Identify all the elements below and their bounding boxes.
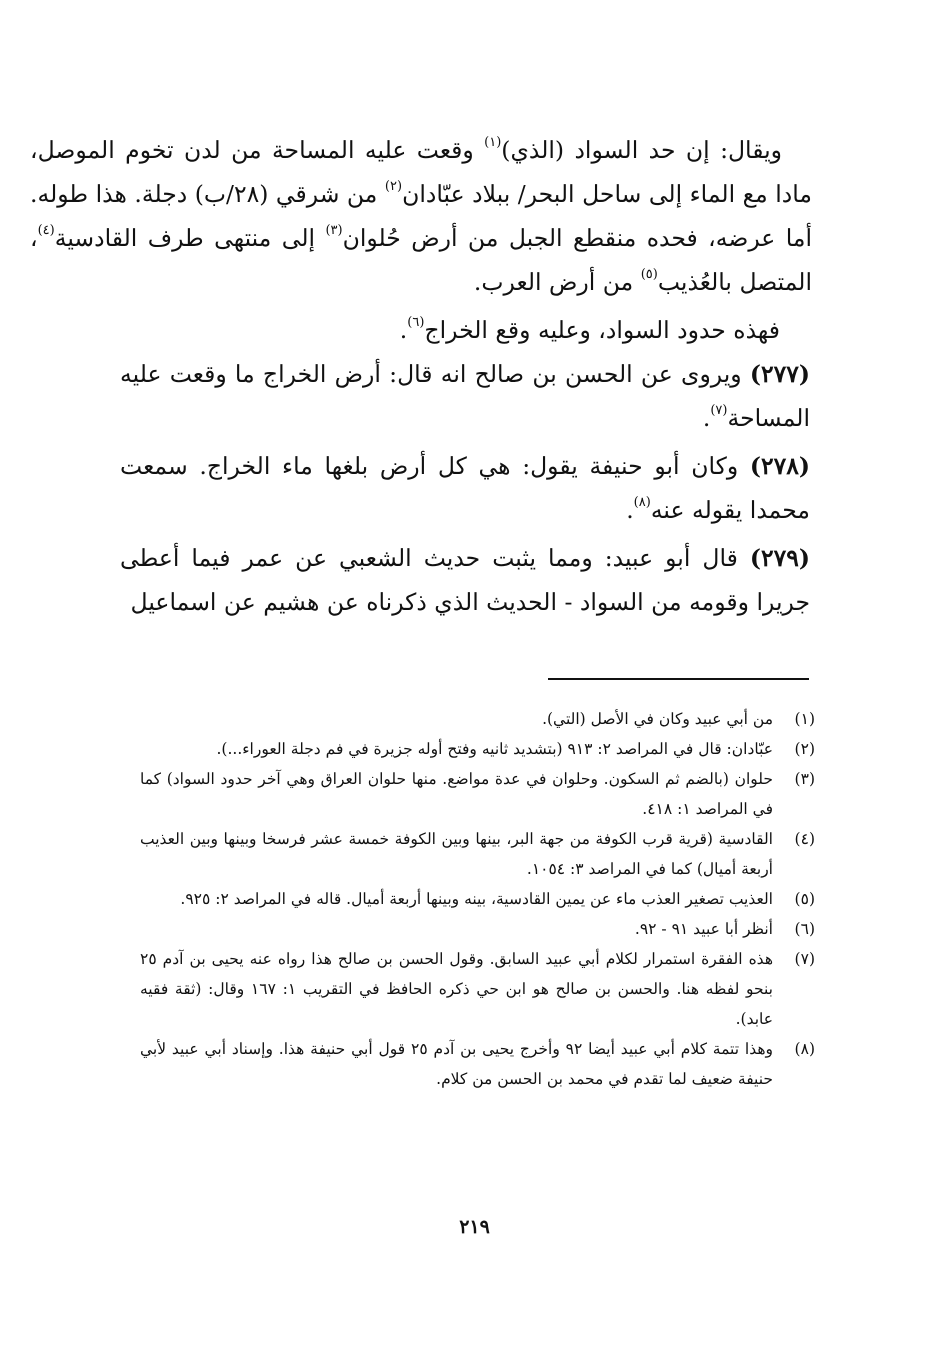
paragraph-279 (120, 536, 810, 624)
footnote (140, 884, 815, 914)
main-text (30, 128, 812, 624)
page-number: ٢١٩ (459, 1216, 490, 1238)
paragraph-278 (120, 444, 810, 532)
footnote (140, 914, 815, 944)
footnote-text: من أبي عبيد وكان في الأصل (التي). (542, 710, 773, 728)
footnote-ref[interactable]: (٢) (384, 179, 403, 194)
footnote (140, 764, 815, 824)
footnote-text: حلوان (بالضم ثم السكون. وحلوان في عدة مواضع. منها حلوان العراق وهي آخر حدود السواد) كما في المراصد ١: ٤١٨. (140, 770, 773, 818)
para-text: وكان أبو حنيفة يقول: هي كل أرض بلغها ماء الخراج. سمعت محمدا يقوله عنه (120, 452, 810, 524)
footnote (140, 704, 815, 734)
para-text: إلى منتهى طرف القادسية (54, 224, 326, 252)
footnote-text: وهذا تتمة كلام أبي عبيد أيضا ٩٢ وأخرج يحيى بن آدم ٢٥ قول أبي حنيفة هذا. وإسناد أبي عبيد لأبي حنيفة ضعيف لما تقدم في محمد بن الحسن من كلام. (140, 1040, 773, 1088)
para-text: ، المتصل بالعُذيب (30, 224, 812, 296)
footnote-number: (٥) (794, 890, 815, 908)
footnote-ref[interactable]: (٧) (710, 403, 728, 418)
para-text: من أرض العرب. (473, 268, 641, 296)
footnote-text: القادسية (قرية قرب الكوفة من جهة البر، بينها وبين الكوفة خمسة عشر فرسخا وبينها وبين العذيب أربعة أميال) كما في المراصد ٣: ١٠٥٤. (140, 830, 773, 878)
footnote-text: أنظر أبا عبيد ٩١ - ٩٢. (634, 920, 773, 938)
footnote-ref[interactable]: (١) (484, 135, 502, 150)
paragraph-kharaj (120, 308, 810, 352)
footnote-number: (٣) (794, 770, 815, 788)
para-text: ويروى عن الحسن بن صالح انه قال: أرض الخراج ما وقعت عليه المساحة (120, 360, 810, 432)
footnote (140, 944, 815, 1034)
footnote (140, 734, 815, 764)
footnote-ref[interactable]: (٨) (633, 495, 651, 510)
footnote-number: (٦) (794, 920, 815, 938)
footnote-ref[interactable]: (٥) (640, 267, 658, 282)
footnote-number: (٤) (794, 830, 815, 848)
para-text: قال أبو عبيد: ومما يثبت حديث الشعبي عن عمر فيما أعطى جريرا وقومه من السواد - الحديث الذي ذكرناه عن هشيم عن اسماعيل (120, 544, 810, 616)
footnote-ref[interactable]: (٤) (37, 223, 55, 238)
para-text: ويقال: إن حد السواد (الذي) (501, 136, 782, 164)
paragraph-boundaries (30, 128, 812, 304)
para-text: . (626, 496, 634, 524)
footnote-text: العذيب تصغير العذب ماء عن يمين القادسية، بينه وبينها أربعة أميال. قاله في المراصد ٢: ٩٢٥. (180, 890, 773, 908)
footnote-ref[interactable]: (٣) (325, 223, 343, 238)
para-text: فهذه حدود السواد، وعليه وقع الخراج (424, 316, 780, 344)
para-text: وقعت عليه المساحة من لدن تخوم الموصل، مادا مع الماء إلى ساحل البحر/ ببلاد عبّادان (30, 136, 812, 208)
footnote-text: هذه الفقرة استمرار لكلام أبي عبيد السابق. وقول الحسن بن صالح هذا رواه عنه يحيى بن آدم ٢٥ بنحو لفظه هنا. والحسن بن صالح هو ابن حي ذكره الحافظ في التقريب ١: ١٦٧ وقال: (ثقة فقيه عابد). (140, 950, 773, 1028)
footnote-number: (١) (794, 710, 815, 728)
footnote-number: (٧) (794, 950, 815, 968)
footnote-number: (٢) (794, 740, 815, 758)
footnote-number: (٨) (794, 1040, 815, 1058)
paragraph-number: (٢٧٧) (749, 360, 810, 388)
paragraph-number: (٢٧٩) (749, 544, 810, 572)
paragraph-number: (٢٧٨) (749, 452, 810, 480)
footnote (140, 1034, 815, 1094)
footnote-ref[interactable]: (٦) (407, 315, 425, 330)
footnote-separator (548, 678, 809, 680)
footnotes (140, 704, 815, 1094)
paragraph-277 (120, 352, 810, 440)
para-text: من شرقي (٢٨/ب) دجلة. هذا طوله. أما عرضه، فحده منقطع الجبل من أرض حُلوان (30, 180, 812, 252)
footnote (140, 824, 815, 884)
para-text: . (702, 404, 711, 432)
para-text: . (399, 316, 408, 344)
footnote-text: عبّادان: قال في المراصد ٢: ٩١٣ (بتشديد ثانيه وفتح أوله جزيرة في فم دجلة العوراء...). (216, 740, 773, 758)
